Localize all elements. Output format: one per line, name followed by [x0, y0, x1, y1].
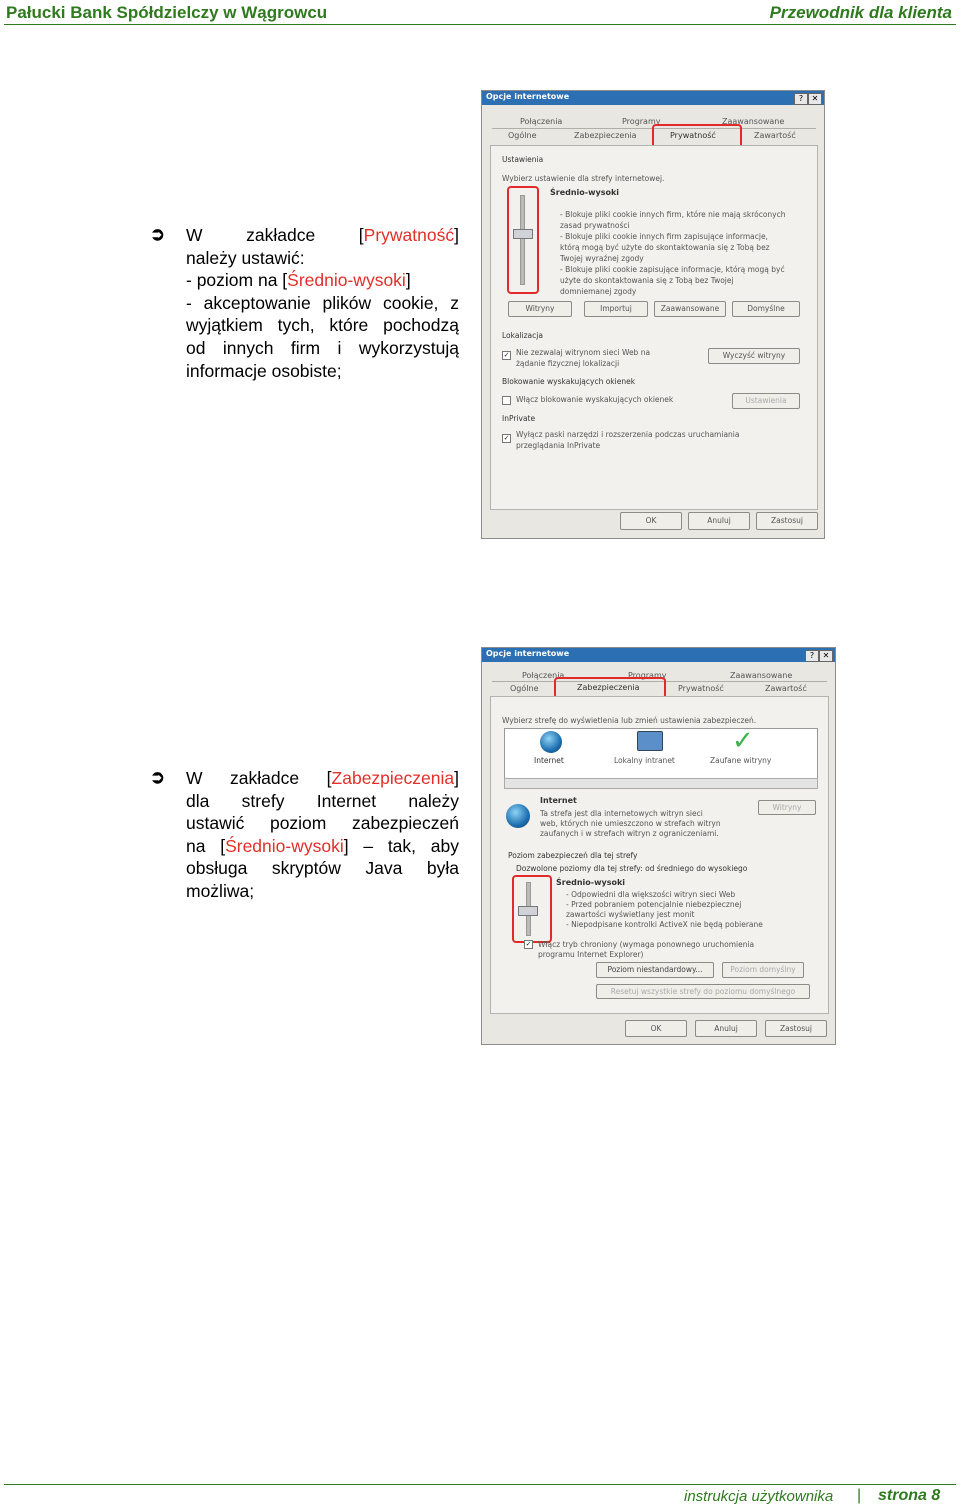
cancel-button[interactable]: Anuluj: [695, 1020, 757, 1037]
zone-intranet[interactable]: Lokalny intranet: [614, 756, 675, 765]
default-level-button[interactable]: Poziom domyślny: [722, 962, 804, 978]
popup-settings-button[interactable]: Ustawienia: [732, 393, 800, 409]
tab-connections[interactable]: Połączenia: [520, 117, 563, 126]
sites-button[interactable]: Witryny: [758, 800, 816, 815]
footer-separator: |: [857, 1487, 862, 1504]
zone-trusted[interactable]: Zaufane witryny: [710, 756, 772, 765]
tab-general[interactable]: Ogólne: [510, 684, 539, 693]
guide-title: Przewodnik dla klienta: [769, 3, 952, 22]
close-icon[interactable]: ✕: [819, 650, 833, 662]
globe-icon: [506, 804, 530, 828]
default-button[interactable]: Domyślne: [732, 301, 800, 317]
internet-options-privacy-screenshot: Opcje internetowe ? ✕ Połączenia Programy Zaawansowane Ogólne Zabezpieczenia Prywatność Zawartość Ustawienia Wybierz ustawienie dla strefy internetowej. Średnio-wysoki - Blokuje pliki cookie innych firm, które nie mają skróconych zasad prywatności - Blokuje pliki cookie innych firm zapisujące informacje, którą mogą być użyte do skontaktowania się z Tobą bez Twojej wyraźnej zgody - Blokuje pliki cookie zapisujące informacje, którą mogą być użyte do skontaktowania się z Tobą bez Twojej domniemanej zgody Witryny Importuj Zaawansowane Domyślne Lokalizacja ✓ Nie zezwalaj witrynom sieci Web na żądanie fizycznej lokalizacji Wyczyść witryny Blokowanie wyskakujących okienek Włącz blokowanie wyskakujących okienek Ustawienia InPrivate ✓ Wyłącz paski narzędzi i rozszerzenia podczas uruchamiania przeglądania InPrivate OK Anuluj Zastosuj: [481, 90, 825, 539]
apply-button[interactable]: Zastosuj: [765, 1020, 827, 1037]
page-number: strona 8: [878, 1487, 941, 1504]
tab-general[interactable]: Ogólne: [508, 131, 537, 140]
protected-mode-checkbox[interactable]: ✓: [525, 940, 532, 948]
sites-button[interactable]: Witryny: [508, 301, 572, 317]
slider-highlight: [512, 875, 552, 943]
slider-highlight: [507, 186, 539, 294]
footer-doc-title: instrukcja użytkownika: [684, 1488, 834, 1505]
privacy-tab-ref: Prywatność: [363, 225, 455, 245]
dialog-titlebar: Opcje internetowe ? ✕: [482, 91, 824, 105]
tab-privacy[interactable]: Prywatność: [670, 131, 716, 140]
tab-security[interactable]: Zabezpieczenia: [574, 131, 637, 140]
tab-security[interactable]: Zabezpieczenia: [577, 683, 640, 692]
tab-privacy[interactable]: Prywatność: [678, 684, 724, 693]
location-checkbox[interactable]: ✓: [503, 351, 510, 359]
security-instructions: W zakładce [Zabezpieczenia] dla strefy Internet należy ustawić poziom zabezpieczeń na [Średnio-wysoki] – tak, aby obsługa skryptów Java była możliwa;: [186, 768, 459, 901]
security-level-name: Średnio-wysoki: [556, 878, 626, 887]
tab-content[interactable]: Zawartość: [765, 684, 807, 693]
security-tab-ref: Zabezpieczenia: [331, 768, 455, 788]
inprivate-checkbox[interactable]: ✓: [503, 434, 510, 442]
privacy-level-name: Średnio-wysoki: [550, 188, 620, 197]
tab-connections[interactable]: Połączenia: [522, 671, 565, 680]
footer-rule: [4, 1484, 956, 1485]
ok-button[interactable]: OK: [620, 512, 682, 530]
level-ref: Średnio-wysoki: [225, 835, 344, 856]
close-icon[interactable]: ✕: [808, 93, 822, 105]
popup-blocker-checkbox[interactable]: [502, 396, 511, 405]
globe-icon[interactable]: [540, 731, 562, 753]
help-icon[interactable]: ?: [794, 93, 808, 105]
header-rule: [4, 24, 956, 25]
ok-button[interactable]: OK: [625, 1020, 687, 1037]
tab-programs[interactable]: Programy: [628, 671, 667, 680]
bullet-arrow-icon: ➲: [150, 224, 166, 244]
help-icon[interactable]: ?: [805, 650, 819, 662]
zone-title: Internet: [540, 796, 577, 805]
advanced-button[interactable]: Zaawansowane: [654, 301, 726, 317]
tab-programs[interactable]: Programy: [622, 117, 661, 126]
reset-zones-button[interactable]: Resetuj wszystkie strefy do poziomu domyślnego: [596, 984, 810, 999]
cancel-button[interactable]: Anuluj: [688, 512, 750, 530]
import-button[interactable]: Importuj: [584, 301, 648, 317]
privacy-panel: [490, 145, 818, 510]
tab-content[interactable]: Zawartość: [754, 131, 796, 140]
dialog-titlebar: Opcje internetowe ? ✕: [482, 648, 835, 662]
level-ref: Średnio-wysoki: [287, 270, 406, 291]
bullet-arrow-icon: ➲: [150, 767, 166, 787]
zone-internet[interactable]: Internet: [534, 756, 564, 765]
zone-scrollbar[interactable]: [504, 778, 818, 789]
tab-advanced[interactable]: Zaawansowane: [730, 671, 793, 680]
custom-level-button[interactable]: Poziom niestandardowy...: [596, 962, 714, 978]
privacy-instructions: W zakładce [Prywatność] należy ustawić: - poziom na [Średnio-wysoki] - akceptowanie plików cookie, z wyjątkiem tych, które pochodzą od innych firm i wykorzystują informacje osobiste;: [186, 225, 459, 381]
page-header: [0, 0, 960, 26]
intranet-icon[interactable]: [637, 731, 663, 751]
internet-options-security-screenshot: Opcje internetowe ? ✕ Połączenia Programy Zaawansowane Ogólne Zabezpieczenia Prywatność Zawartość Wybierz strefę do wyświetlenia lub zmień ustawienia zabezpieczeń. ✓ Internet Lokalny intranet Zaufane witryny Internet Ta strefa jest dla internetowych witryn sieci web, których nie umieszczono w strefach witryn zaufanych i w strefach witryn z ograniczeniami. Witryny Poziom zabezpieczeń dla tej strefy Dozwolone poziomy dla tej strefy: od średniego do wysokiego Średnio-wysoki - Odpowiedni dla większości witryn sieci Web - Przed pobraniem potencjalnie niebezpiecznej zawartości wyświetlany jest monit - Niepodpisane kontrolki ActiveX nie będą pobierane ✓ Włącz tryb chroniony (wymaga ponownego uruchomienia programu Internet Explorer) Poziom niestandardowy... Poziom domyślny Resetuj wszystkie strefy do poziomu domyślnego OK Anuluj Zastosuj: [481, 647, 836, 1045]
tab-advanced[interactable]: Zaawansowane: [722, 117, 785, 126]
bank-name: Pałucki Bank Spółdzielczy w Wągrowcu: [6, 3, 328, 22]
apply-button[interactable]: Zastosuj: [756, 512, 818, 530]
checkmark-icon[interactable]: ✓: [732, 726, 754, 756]
clear-sites-button[interactable]: Wyczyść witryny: [708, 348, 800, 364]
